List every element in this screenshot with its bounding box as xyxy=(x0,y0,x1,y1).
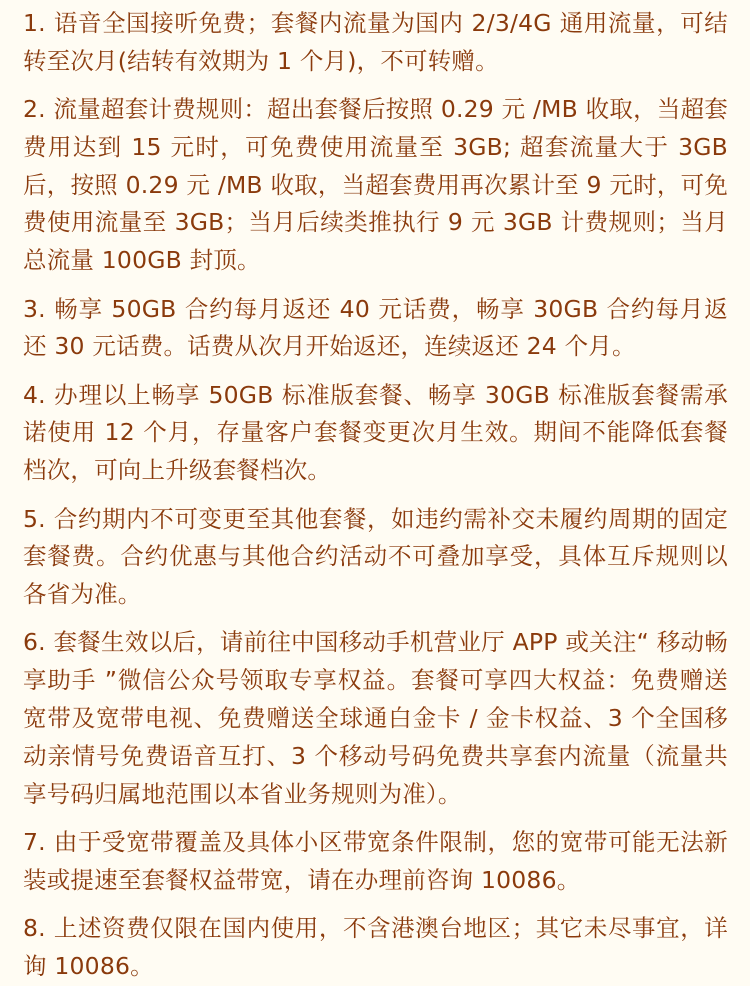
term-item-7: 7. 由于受宽带覆盖及具体小区带宽条件限制，您的宽带可能无法新装或提速至套餐权益带宽，请在办理前咨询 10086。 xyxy=(23,827,728,894)
term-item-2: 2. 流量超套计费规则：超出套餐后按照 0.29 元 /MB 收取，当超套费用达到 15 元时，可免费使用流量至 3GB; 超套流量大于 3GB 后，按照 0.29 元 /MB 收取，当超套费用再次累计至 9 元时，可免费使用流量至 3GB；当月后续类推执行 9 元 3GB 计费规则；当月总流量 100GB 封顶。 xyxy=(23,95,728,275)
term-item-3: 3. 畅享 50GB 合约每月返还 40 元话费，畅享 30GB 合约每月返还 30 元话费。话费从次月开始返还，连续返还 24 个月。 xyxy=(23,294,728,361)
term-item-8: 8. 上述资费仅限在国内使用，不含港澳台地区；其它未尽事宜，详询 10086。 xyxy=(23,914,728,980)
term-item-4: 4. 办理以上畅享 50GB 标准版套餐、畅享 30GB 标准版套餐需承诺使用 12 个月，存量客户套餐变更次月生效。期间不能降低套餐档次，可向上升级套餐档次。 xyxy=(23,380,728,485)
term-item-5: 5. 合约期内不可变更至其他套餐，如违约需补交未履约周期的固定套餐费。合约优惠与其他合约活动不可叠加享受，具体互斥规则以各省为准。 xyxy=(23,504,728,609)
term-item-1: 1. 语音全国接听免费；套餐内流量为国内 2/3/4G 通用流量，可结转至次月(结转有效期为 1 个月)，不可转赠。 xyxy=(23,9,728,75)
term-item-6: 6. 套餐生效以后，请前往中国移动手机营业厅 APP 或关注“ 移动畅享助手 ”微信公众号领取专享权益。套餐可享四大权益：免费赠送宽带及宽带电视、免费赠送全球通白金卡 / 金卡权益、3 个全国移动亲情号免费语音互打、3 个移动号码免费共享套内流量（流量共享号码归属地范围以本省业务规则为准）。 xyxy=(23,628,728,808)
